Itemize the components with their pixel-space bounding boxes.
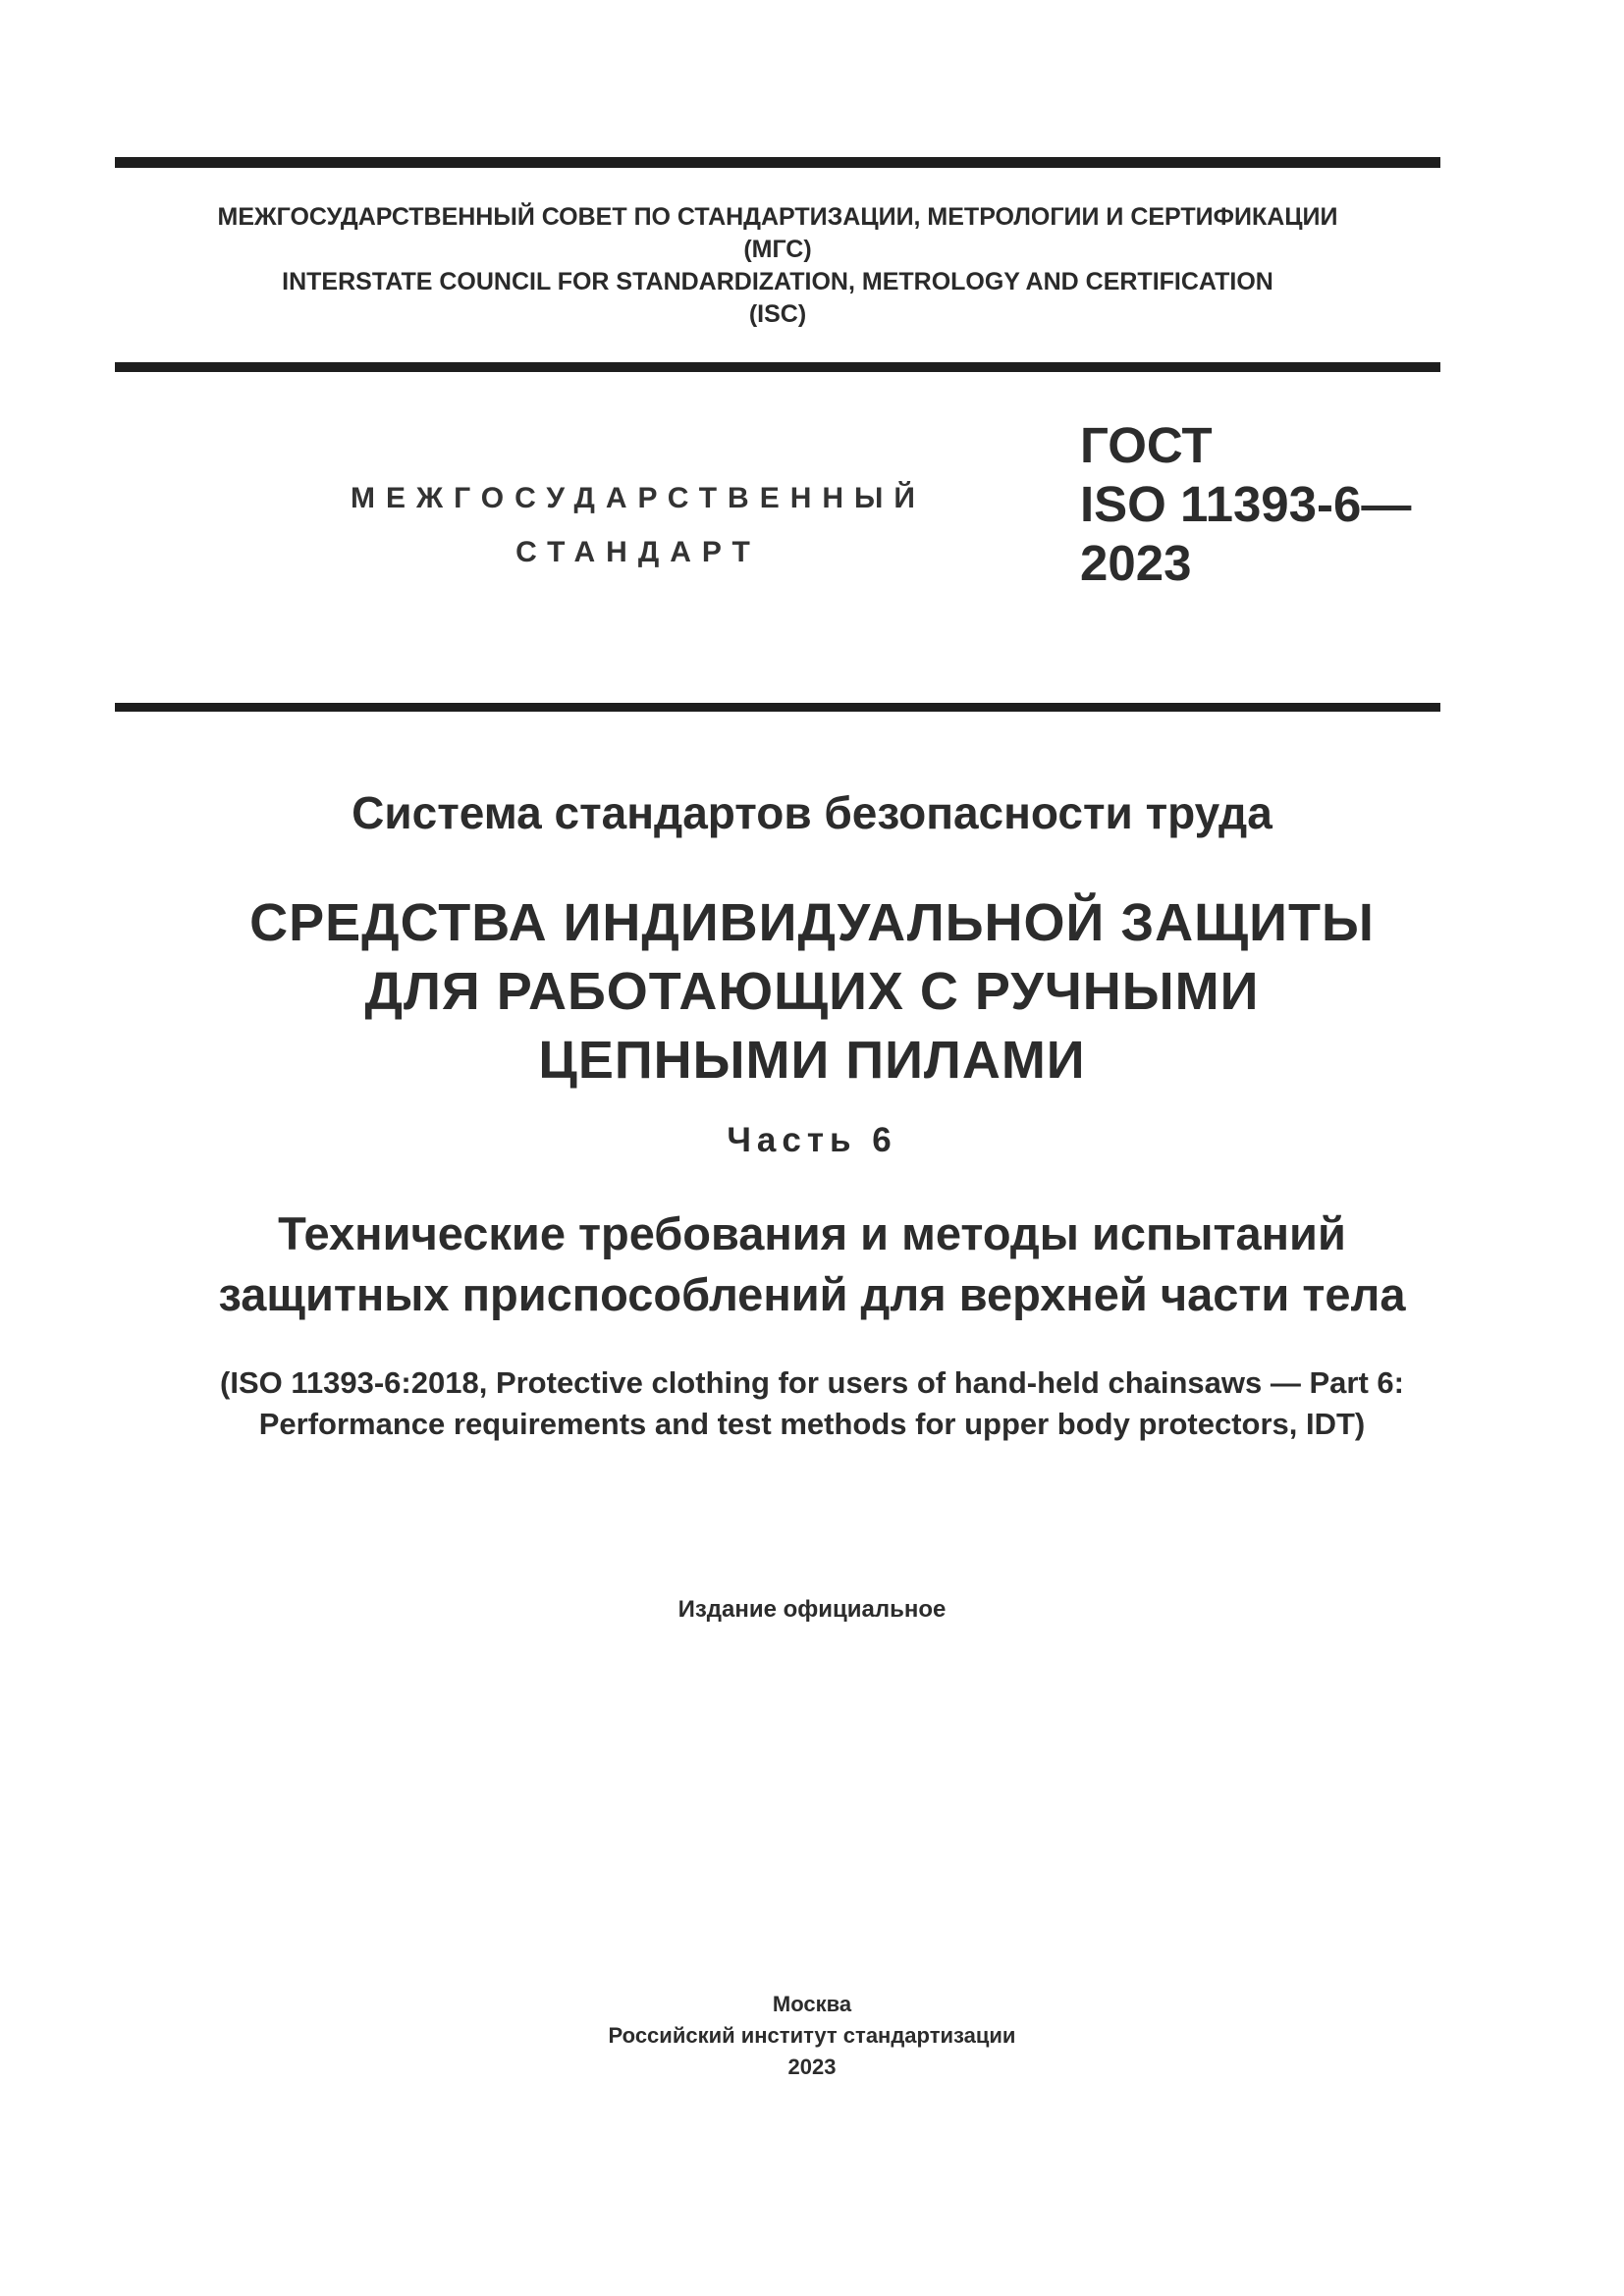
imprint-publisher: Российский институт стандартизации	[608, 2023, 1016, 2048]
council-name-ru: МЕЖГОСУДАРСТВЕННЫЙ СОВЕТ ПО СТАНДАРТИЗАЦИИ, МЕТРОЛОГИИ И СЕРТИФИКАЦИИ	[217, 203, 1338, 231]
subtitle	[115, 1203, 1509, 1325]
council-name-en: INTERSTATE COUNCIL FOR STANDARDIZATION, METROLOGY AND CERTIFICATION	[282, 268, 1273, 295]
subtitle-line2: защитных приспособлений для верхней части тела	[218, 1268, 1406, 1320]
iso-reference	[115, 1362, 1509, 1445]
top-rule	[115, 157, 1440, 168]
imprint-city: Москва	[772, 1992, 852, 2016]
main-title-line2: ДЛЯ РАБОТАЮЩИХ С РУЧНЫМИ	[364, 962, 1260, 1021]
title-rule	[115, 703, 1440, 712]
iso-reference-line2: Performance requirements and test methods for upper body protectors, IDT)	[258, 1407, 1366, 1441]
main-title-line3: ЦЕПНЫМИ ПИЛАМИ	[538, 1031, 1086, 1090]
imprint-year: 2023	[787, 2055, 837, 2079]
standard-type-line2: СТАНДАРТ	[515, 536, 761, 568]
main-title	[115, 888, 1509, 1095]
council-abbr-ru: (МГС)	[743, 236, 812, 263]
main-title-line1: СРЕДСТВА ИНДИВИДУАЛЬНОЙ ЗАЩИТЫ	[249, 893, 1375, 952]
part-label: Часть 6	[727, 1121, 897, 1159]
designation-line1: ГОСТ	[1080, 417, 1213, 473]
standard-type	[324, 471, 952, 579]
subtitle-line1: Технические требования и методы испытаний	[278, 1207, 1346, 1259]
designation-line2: ISO 11393-6—	[1080, 476, 1412, 532]
council-header	[115, 201, 1440, 331]
standard-type-line1: МЕЖГОСУДАРСТВЕННЫЙ	[351, 482, 926, 514]
system-title: Система стандартов безопасности труда	[352, 787, 1272, 838]
header-rule	[115, 362, 1440, 372]
council-abbr-en: (ISC)	[748, 300, 807, 328]
edition-label: Издание официальное	[677, 1596, 947, 1623]
imprint	[115, 1989, 1509, 2083]
designation-line3: 2023	[1080, 535, 1192, 591]
iso-reference-line1: (ISO 11393-6:2018, Protective clothing for users of hand-held chainsaws — Part 6:	[220, 1365, 1404, 1400]
standard-designation	[1080, 416, 1411, 593]
